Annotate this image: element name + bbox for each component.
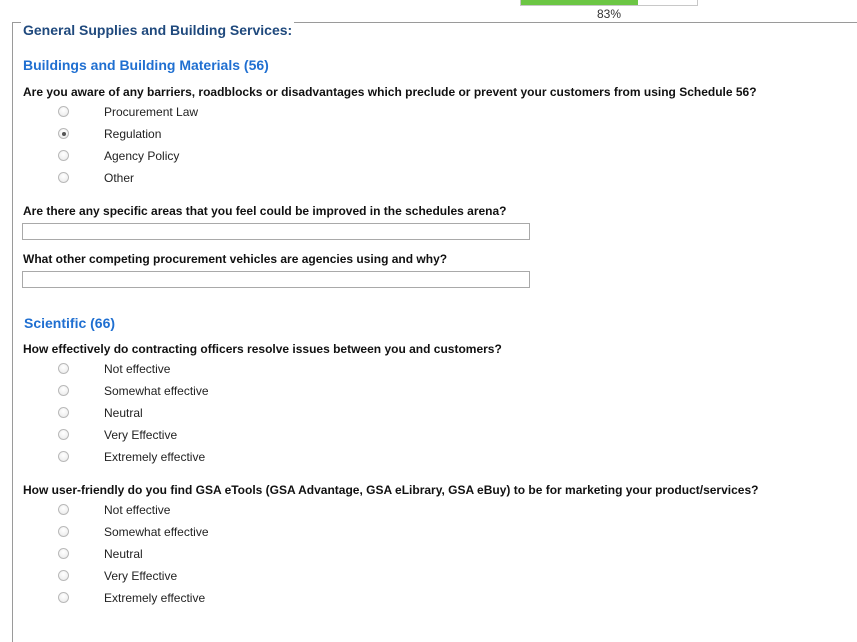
question-contracting-officers: How effectively do contracting officers resolve issues between you and customers? [23,342,502,356]
option-label: Very Effective [104,428,178,442]
radio-neutral[interactable] [58,548,69,559]
option-label: Somewhat effective [104,384,209,398]
progress-percent: 83% [596,7,622,21]
radio-procurement-law[interactable] [58,106,69,117]
option-label: Neutral [104,547,143,561]
option-label: Other [104,171,135,185]
option-label: Not effective [104,362,171,376]
option-label: Agency Policy [104,149,180,163]
question-etools: How user-friendly do you find GSA eTools (GSA Advantage, GSA eLibrary, GSA eBuy) to be for marketing your product/services? [23,483,759,497]
radio-very-effective[interactable] [58,570,69,581]
section-legend: General Supplies and Building Services: [23,22,293,38]
buildings-heading: Buildings and Building Materials (56) [23,57,269,73]
radio-very-effective[interactable] [58,429,69,440]
question-barriers: Are you aware of any barriers, roadblocks or disadvantages which preclude or prevent your customers from using Schedule 56? [23,85,757,99]
progress-fill [521,0,638,5]
option-label: Not effective [104,503,171,517]
radio-neutral[interactable] [58,407,69,418]
progress-bar [520,0,698,6]
radio-extremely-effective[interactable] [58,451,69,462]
scientific-heading: Scientific (66) [24,315,116,331]
radio-not-effective[interactable] [58,504,69,515]
question-competing-vehicles: What other competing procurement vehicles are agencies using and why? [23,252,448,266]
radio-agency-policy[interactable] [58,150,69,161]
option-label: Somewhat effective [104,525,209,539]
option-label: Extremely effective [104,591,206,605]
radio-somewhat-effective[interactable] [58,526,69,537]
option-label: Regulation [104,127,162,141]
radio-other[interactable] [58,172,69,183]
radio-regulation[interactable] [58,128,69,139]
improvements-input[interactable] [22,223,530,240]
radio-not-effective[interactable] [58,363,69,374]
option-label: Procurement Law [104,105,199,119]
competing-vehicles-input[interactable] [22,271,530,288]
radio-somewhat-effective[interactable] [58,385,69,396]
radio-extremely-effective[interactable] [58,592,69,603]
question-improvements: Are there any specific areas that you feel could be improved in the schedules arena? [23,204,507,218]
option-label: Extremely effective [104,450,206,464]
option-label: Very Effective [104,569,178,583]
option-label: Neutral [104,406,143,420]
